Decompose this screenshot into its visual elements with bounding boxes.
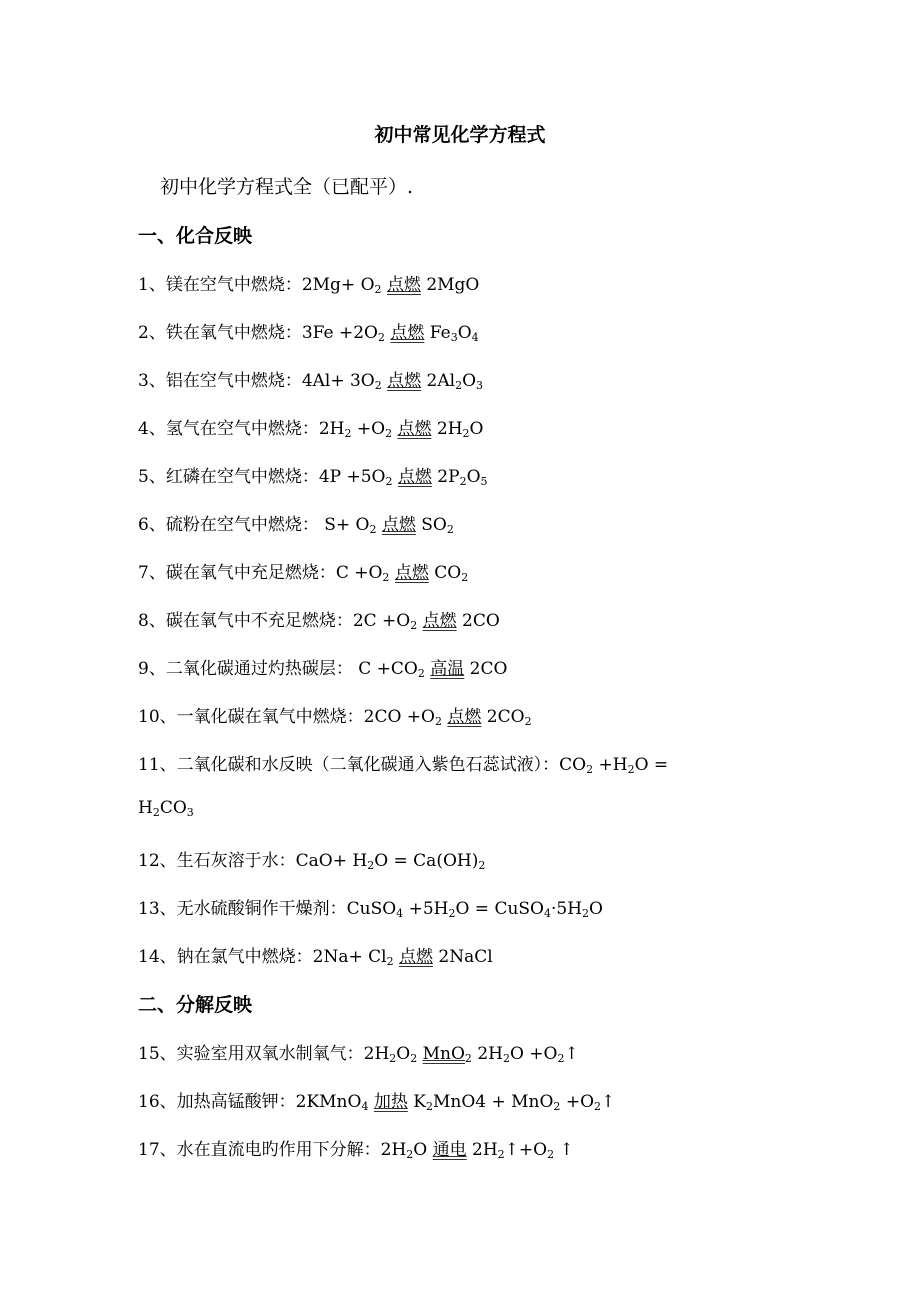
equation-text: 2、铁在氧气中燃烧：$3Fe +2O_2$ 点燃 $Fe_3O_4$	[138, 323, 479, 344]
document-subtitle: 初中化学方程式全（已配平）.	[160, 176, 414, 198]
equation-line	[138, 1039, 579, 1065]
equation-line	[138, 414, 483, 440]
equation-line	[138, 270, 479, 296]
equation-line	[138, 606, 500, 632]
equation-line	[138, 798, 194, 819]
equation-line	[138, 510, 454, 536]
equation-line	[138, 1135, 574, 1161]
equation-line	[138, 750, 668, 776]
equation-text: 4、氢气在空气中燃烧：$2H_2 +O_2$ 点燃 $2H_2O$	[138, 419, 484, 440]
equation-line	[138, 654, 507, 680]
equation-line	[138, 318, 479, 344]
equation-text: $H_2CO_3$	[138, 798, 194, 819]
section-heading-decomposition: 二、分解反映	[138, 994, 253, 1016]
equation-line	[138, 1087, 615, 1113]
equation-text: 16、加热高锰酸钾：2KMnO$_4$ 加热 $K_2MnO4 + MnO_2$ $+O_2↑$	[138, 1092, 616, 1113]
equation-text: 3、铝在空气中燃烧：$4Al+ 3O_2$ 点燃 $2Al_2O_3$	[138, 371, 484, 392]
equation-text: 17、水在直流电旳作用下分解：$2H_2O$ 通电 $2H_2↑+O_2$ ↑	[138, 1140, 574, 1161]
equation-text: 9、二氧化碳通过灼热碳层： $C +CO_2$ 高温 2CO	[138, 659, 508, 680]
equation-line	[138, 846, 485, 872]
equation-line	[138, 558, 468, 584]
equation-text: 7、碳在氧气中充足燃烧：$C +O_2$ 点燃 $CO_2$	[138, 563, 469, 584]
equation-line	[138, 366, 483, 392]
document-title: 初中常见化学方程式	[374, 124, 546, 146]
equation-text: 14、钠在氯气中燃烧：$2Na+ Cl_2$ 点燃 2NaCl	[138, 947, 493, 968]
equation-text: 13、无水硫酸铜作干燥剂：CuSO$_4$ $+5H_2O$ = $CuSO_4\cdot 5H_2O$	[138, 899, 603, 920]
equation-text: 5、红磷在空气中燃烧：$4P +5O_2$ 点燃 $2P_2O_5$	[138, 467, 488, 488]
equation-text: 12、生石灰溶于水：$CaO+ H_2O = Ca(OH)_2$	[138, 851, 486, 872]
equation-line	[138, 894, 603, 920]
equation-text: 11、二氧化碳和水反映（二氧化碳通入紫色石蕊试液）：$CO_2 +H_2O$ =	[138, 755, 669, 776]
equation-text: 10、一氧化碳在氧气中燃烧：$2CO +O_2$ 点燃 $2CO_2$	[138, 707, 532, 728]
equation-text: 1、镁在空气中燃烧：$2Mg+ O_2$ 点燃 2MgO	[138, 275, 480, 296]
equation-text: 8、碳在氧气中不充足燃烧：$2C +O_2$ 点燃 2CO	[138, 611, 500, 632]
equation-line	[138, 462, 488, 488]
equation-text: 6、硫粉在空气中燃烧： $S+ O_2$ 点燃 $SO_2$	[138, 515, 454, 536]
equation-line	[138, 702, 532, 728]
equation-text: 15、实验室用双氧水制氧气：$2H_2O_2$ MnO$_2$ $2H_2O$ $+O_2↑$	[138, 1044, 579, 1065]
section-heading-combination: 一、化合反映	[138, 225, 253, 247]
equation-line	[138, 942, 493, 968]
